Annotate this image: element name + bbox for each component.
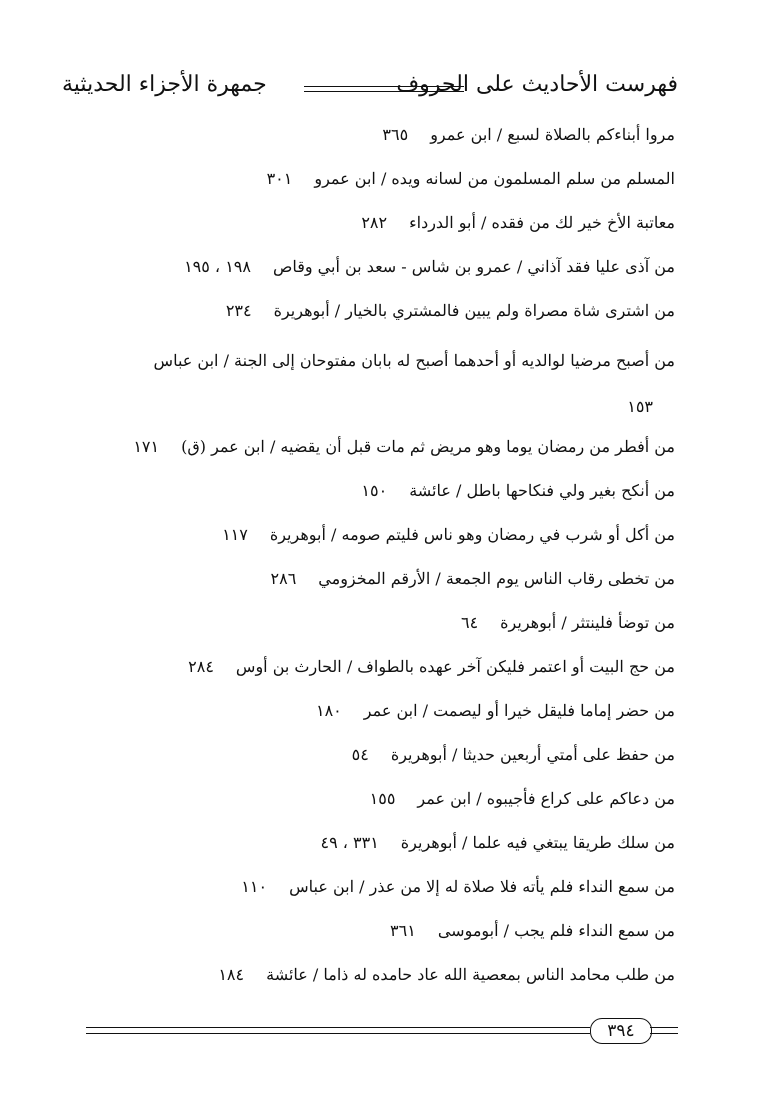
index-entry: [115, 958, 675, 1002]
hadith-text: المسلم من سلم المسلمون من لسانه ويده / ابن عمرو: [314, 169, 675, 188]
hadith-text: من حفظ على أمتي أربعين حديثا / أبوهريرة: [390, 745, 675, 764]
index-title: فهرست الأحاديث على الحروف: [396, 72, 678, 97]
hadith-text: من دعاكم على كراع فأجيبوه / ابن عمر: [417, 789, 675, 808]
page-ref: ١٥٣: [627, 397, 653, 416]
page-ref: ٢٨٢: [361, 213, 388, 232]
page-ref: ٣٦١: [390, 921, 416, 940]
hadith-text: من سمع النداء فلم يجب / أبوموسى: [437, 921, 675, 940]
page-ref: ٣٦٥: [382, 125, 409, 144]
index-entry: [115, 250, 675, 294]
page-footer: [86, 1018, 678, 1048]
hadith-text: مروا أبناءكم بالصلاة لسبع / ابن عمرو: [430, 125, 675, 144]
page-ref: ٣٠١: [266, 169, 293, 188]
page-ref: ١٩٨ ، ١٩٥: [184, 257, 251, 276]
page-ref: ١٥٠: [361, 481, 388, 500]
index-entry: [115, 118, 675, 162]
page-ref: ٢٣٤: [225, 301, 252, 320]
index-entry: [115, 738, 675, 782]
hadith-text: من سلك طريقا يبتغي فيه علما / أبوهريرة: [400, 833, 675, 852]
page-ref: ٢٨٦: [270, 569, 297, 588]
index-entry: [115, 694, 675, 738]
index-entry: [115, 826, 675, 870]
hadith-text: من سمع النداء فلم يأته فلا صلاة له إلا من عذر / ابن عباس: [289, 877, 675, 896]
page-ref: ١١٠: [241, 877, 268, 896]
page-ref: ١٧١: [133, 437, 160, 456]
index-entry: [115, 206, 675, 250]
hadith-text: من حج البيت أو اعتمر فليكن آخر عهده بالطواف / الحارث بن أوس: [235, 657, 675, 676]
hadith-text: من حضر إماما فليقل خيرا أو ليصمت / ابن عمر: [363, 701, 675, 720]
hadith-text: من طلب محامد الناس بمعصية الله عاد حامده له ذاما / عائشة: [266, 965, 675, 984]
footer-rule: [650, 1027, 678, 1034]
hadith-text: من آذى عليا فقد آذاني / عمرو بن شاس - سعد بن أبي وقاص: [272, 257, 675, 276]
page-ref: ٦٤: [460, 613, 479, 632]
hadith-text: من اشترى شاة مصراة ولم يبين فالمشتري بالخيار / أبوهريرة: [273, 301, 675, 320]
index-entry: [115, 474, 675, 518]
hadith-text: من أكل أو شرب في رمضان وهو ناس فليتم صومه / أبوهريرة: [269, 525, 675, 544]
page-ref: ٥٤: [351, 745, 369, 764]
page-ref: ٣٣١ ، ٤٩: [320, 833, 379, 852]
page-ref: ١٥٥: [369, 789, 396, 808]
book-title: جمهرة الأجزاء الحديثية: [62, 72, 267, 97]
header-separator: [304, 86, 464, 92]
hadith-text: من أصبح مرضيا لوالديه أو أحدهما أصبح له بابان مفتوحان إلى الجنة / ابن عباس: [153, 351, 675, 370]
index-entry: [115, 650, 675, 694]
index-entry: [115, 782, 675, 826]
hadith-text: معاتبة الأخ خير لك من فقده / أبو الدرداء: [409, 213, 675, 232]
hadith-text: من تخطى رقاب الناس يوم الجمعة / الأرقم المخزومي: [318, 569, 675, 588]
index-entry: [115, 294, 675, 338]
index-entry: [115, 870, 675, 914]
index-entry: [115, 606, 675, 650]
hadith-text: من توضأ فلينتثر / أبوهريرة: [500, 613, 675, 632]
page-ref: ١٨٤: [218, 965, 245, 984]
index-entry: [115, 162, 675, 206]
index-entry: [115, 562, 675, 606]
hadith-text: من أفطر من رمضان يوما وهو مريض ثم مات قبل أن يقضيه / ابن عمر (ق): [181, 437, 675, 456]
page-ref: ١٨٠: [315, 701, 342, 720]
page-ref: ٢٨٤: [188, 657, 214, 676]
hadith-index-list: [115, 118, 675, 1002]
index-entry: [115, 518, 675, 562]
index-entry: [115, 914, 675, 958]
page-number: ٣٩٤: [590, 1018, 652, 1044]
footer-rule: [86, 1027, 590, 1034]
index-entry: [115, 338, 675, 430]
index-entry: [115, 430, 675, 474]
hadith-text: من أنكح بغير ولي فنكاحها باطل / عائشة: [409, 481, 675, 500]
running-header: [62, 70, 678, 106]
page-ref: ١١٧: [222, 525, 248, 544]
